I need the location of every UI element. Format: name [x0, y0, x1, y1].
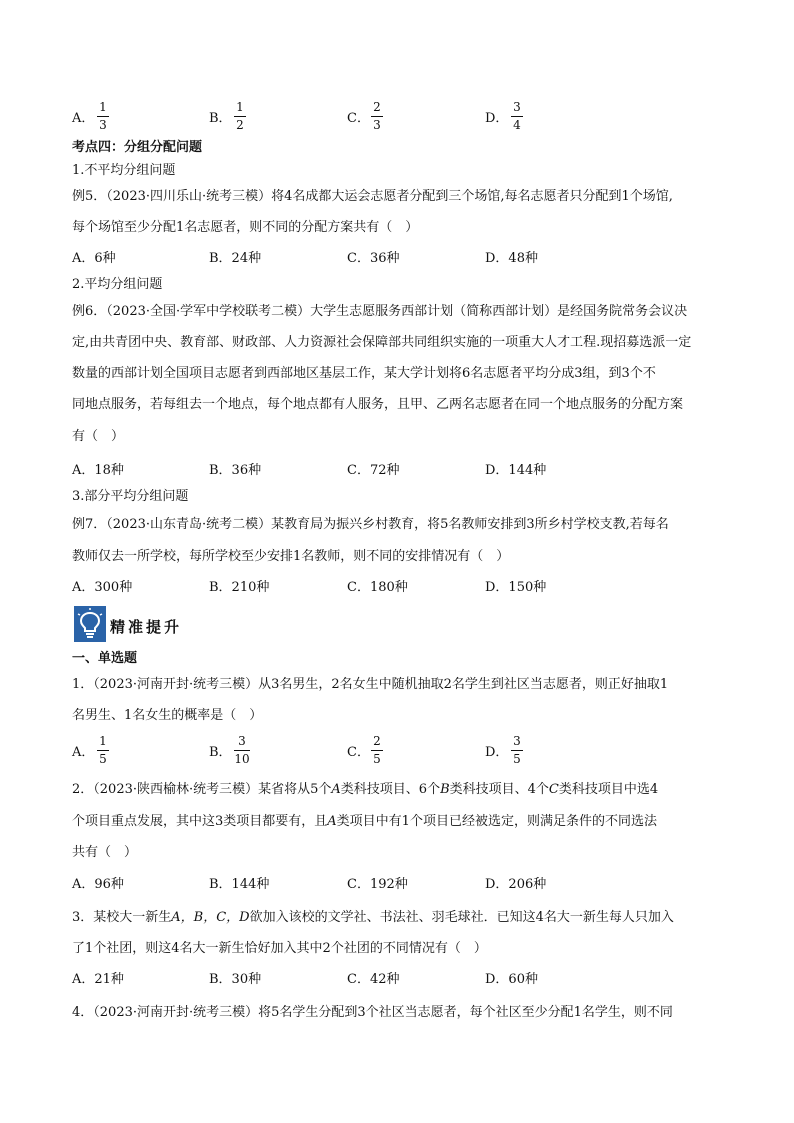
- q2-option-c: C．192种: [347, 877, 408, 892]
- option-c-label: C．: [347, 111, 370, 126]
- ex5-line2: 每个场馆至少分配1名志愿者，则不同的分配方案共有（ ）: [72, 220, 419, 235]
- section-single-choice: 一、单选题: [72, 651, 138, 666]
- option-c-fraction: 2 3: [371, 101, 383, 131]
- q1-option-a-label: A．: [72, 745, 95, 760]
- q1-option-b-fraction: 3 10: [234, 734, 250, 766]
- ex7-option-b: B．210种: [209, 580, 270, 595]
- ex7-option-d: D．150种: [485, 580, 547, 595]
- q2-line3: 共有（ ）: [72, 845, 138, 860]
- q1-option-c-label: C．: [347, 745, 370, 760]
- ex6-option-d: D．144种: [485, 463, 547, 478]
- q1-line2: 名男生、1名女生的概率是（ ）: [72, 708, 263, 723]
- q4-line1: 4．（2023·河南开封·统考三模）将5名学生分配到3个社区当志愿者，每个社区至少分配1名学生，则不同: [72, 1005, 673, 1020]
- ex5-option-c: C．36种: [347, 251, 400, 266]
- q3-option-d: D．60种: [485, 972, 538, 987]
- q2-option-a: A．96种: [72, 877, 124, 892]
- ex6-option-b: B．36种: [209, 463, 262, 478]
- q3-option-a: A．21种: [72, 972, 124, 987]
- lightbulb-icon: [74, 606, 106, 642]
- subsection-title: 2.平均分组问题: [72, 277, 163, 292]
- ex7-line1: 例7．（2023·山东青岛·统考二模）某教育局为振兴乡村教育，将5名教师安排到3所乡村学校支教,若每名: [72, 517, 669, 532]
- banner-title: 精准提升: [110, 618, 183, 636]
- ex5-option-d: D．48种: [485, 251, 538, 266]
- q2-line2: 个项目重点发展，其中这3类项目都要有，且A类项目中有1个项目已经被选定，则满足条件的不同选法: [72, 814, 657, 829]
- ex7-option-a: A．300种: [72, 580, 133, 595]
- q3-line2: 了1个社团，则这4名大一新生恰好加入其中2个社团的不同情况有（ ）: [72, 941, 487, 956]
- option-d-fraction: 3 4: [511, 101, 523, 131]
- ex6-line4: 同地点服务，若每组去一个地点，每个地点都有人服务，且甲、乙两名志愿者在同一个地点服务的分配方案: [72, 397, 684, 412]
- ex5-line1: 例5．（2023·四川乐山·统考三模）将4名成都大运会志愿者分配到三个场馆,每名志愿者只分配到1个场馆,: [72, 189, 673, 204]
- section-title: 考点四：分组分配问题: [72, 140, 203, 155]
- ex6-line2: 定,由共青团中央、教育部、财政部、人力资源社会保障部共同组织实施的一项重大人才工程.现招募选派一定: [72, 335, 692, 350]
- ex6-line3: 数量的西部计划全国项目志愿者到西部地区基层工作，某大学计划将6名志愿者平均分成3组，到3个不: [72, 366, 656, 381]
- q1-option-b-label: B．: [209, 745, 232, 760]
- q3-line1: 3．某校大一新生A，B，C，D欲加入该校的文学社、书法社、羽毛球社．已知这4名大一新生每人只加入: [72, 910, 674, 925]
- ex6-option-a: A．18种: [72, 463, 124, 478]
- section-banner: [74, 604, 204, 644]
- q2-line1: 2．（2023·陕西榆林·统考三模）某省将从5个A类科技项目、6个B类科技项目、4个C类科技项目中选4: [72, 782, 659, 797]
- q2-option-d: D．206种: [485, 877, 547, 892]
- q1-option-d-fraction: 3 5: [511, 735, 523, 765]
- ex5-option-b: B．24种: [209, 251, 262, 266]
- ex5-option-a: A．6种: [72, 251, 116, 266]
- option-a-label: A．: [72, 111, 95, 126]
- ex6-option-c: C．72种: [347, 463, 400, 478]
- q1-option-a-fraction: 1 5: [97, 735, 109, 765]
- subsection-title: 3.部分平均分组问题: [72, 489, 189, 504]
- q3-option-c: C．42种: [347, 972, 400, 987]
- option-b-label: B．: [209, 111, 232, 126]
- q1-option-d-label: D．: [485, 745, 509, 760]
- q1-line1: 1．（2023·河南开封·统考三模）从3名男生，2名女生中随机抽取2名学生到社区当志愿者，则正好抽取1: [72, 677, 669, 692]
- option-a-fraction: 1 3: [97, 101, 109, 131]
- option-b-fraction: 1 2: [234, 101, 246, 131]
- option-d-label: D．: [485, 111, 509, 126]
- q2-option-b: B．144种: [209, 877, 270, 892]
- q3-option-b: B．30种: [209, 972, 262, 987]
- ex7-line2: 教师仅去一所学校，每所学校至少安排1名教师，则不同的安排情况有（ ）: [72, 549, 510, 564]
- ex6-line5: 有（ ）: [72, 429, 125, 444]
- subsection-title: 1.不平均分组问题: [72, 163, 176, 178]
- q1-option-c-fraction: 2 5: [371, 735, 383, 765]
- ex6-line1: 例6．（2023·全国·学军中学校联考二模）大学生志愿服务西部计划（简称西部计划）是经国务院常务会议决: [72, 304, 688, 319]
- ex7-option-c: C．180种: [347, 580, 408, 595]
